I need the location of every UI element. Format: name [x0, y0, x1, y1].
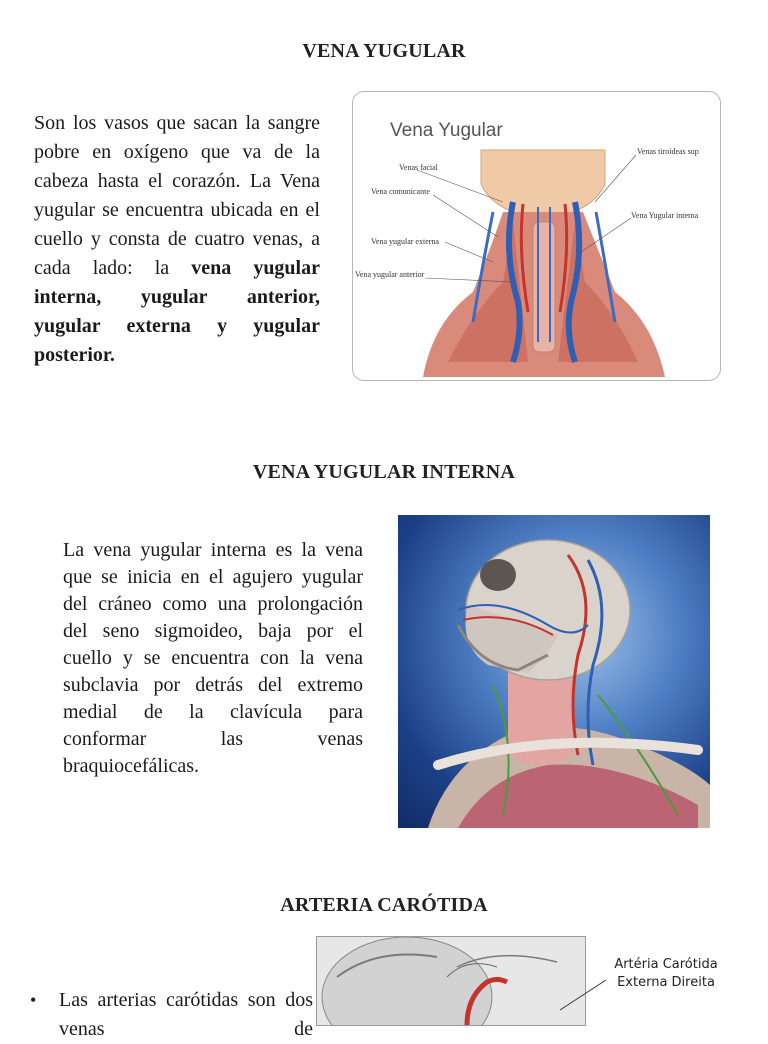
label-venas-facial: Venas facial [399, 163, 438, 172]
carotid-figure-label [596, 956, 736, 992]
section-heading-vena-yugular-interna: VENA YUGULAR INTERNA [252, 461, 516, 483]
label-vena-comunicante: Vena comunicante [371, 187, 430, 196]
vena-yugular-figure [352, 91, 721, 381]
label-vena-yugular-externa: Vena yugular externa [371, 237, 439, 246]
carotid-label-line2: Externa Direita [617, 975, 715, 990]
label-vena-yugular-anterior: Vena yugular anterior [355, 270, 425, 279]
paragraph-plain-text: Son los vasos que sacan la sangre pobre en oxígeno que va de la cabeza hasta el corazón. La Vena yugular se encuentra ubicada en el cuello y consta de cuatro venas, a cada lado: la [34, 112, 320, 279]
bullet-icon: • [30, 990, 37, 1010]
carotid-illustration [317, 937, 585, 1025]
carotid-label-line1: Artéria Carótida [614, 957, 718, 972]
label-vena-yugular-interna: Vena Yugular interna [631, 211, 699, 220]
vena-yugular-paragraph [34, 109, 320, 370]
carotid-artery-figure [316, 936, 586, 1026]
neck-anatomy-illustration [353, 92, 720, 380]
figure-title: Vena Yugular [390, 120, 503, 141]
skull-3d-figure [398, 515, 710, 828]
section-heading-arteria-carotida: ARTERIA CARÓTIDA [280, 894, 488, 916]
paragraph-bold-text: vena yugular interna, yugular anterior, yugular externa y yugular posterior. [34, 257, 320, 366]
section-heading-vena-yugular: VENA YUGULAR [302, 40, 466, 62]
vena-yugular-interna-paragraph: La vena yugular interna es la vena que se inicia en el agujero yugular del cráneo como una prolongación del seno sigmoideo, baja por el cuello y se encuentra con la vena subclavia por detrás del extremo medial de la clavícula para conformar las venas braquiocefálicas. [63, 539, 363, 777]
skull-illustration [398, 515, 710, 828]
carotida-bullet-text: Las arterias carótidas son dos venas de [59, 989, 313, 1040]
label-venas-tiroideas: Venas tiroideas sup [637, 147, 699, 156]
